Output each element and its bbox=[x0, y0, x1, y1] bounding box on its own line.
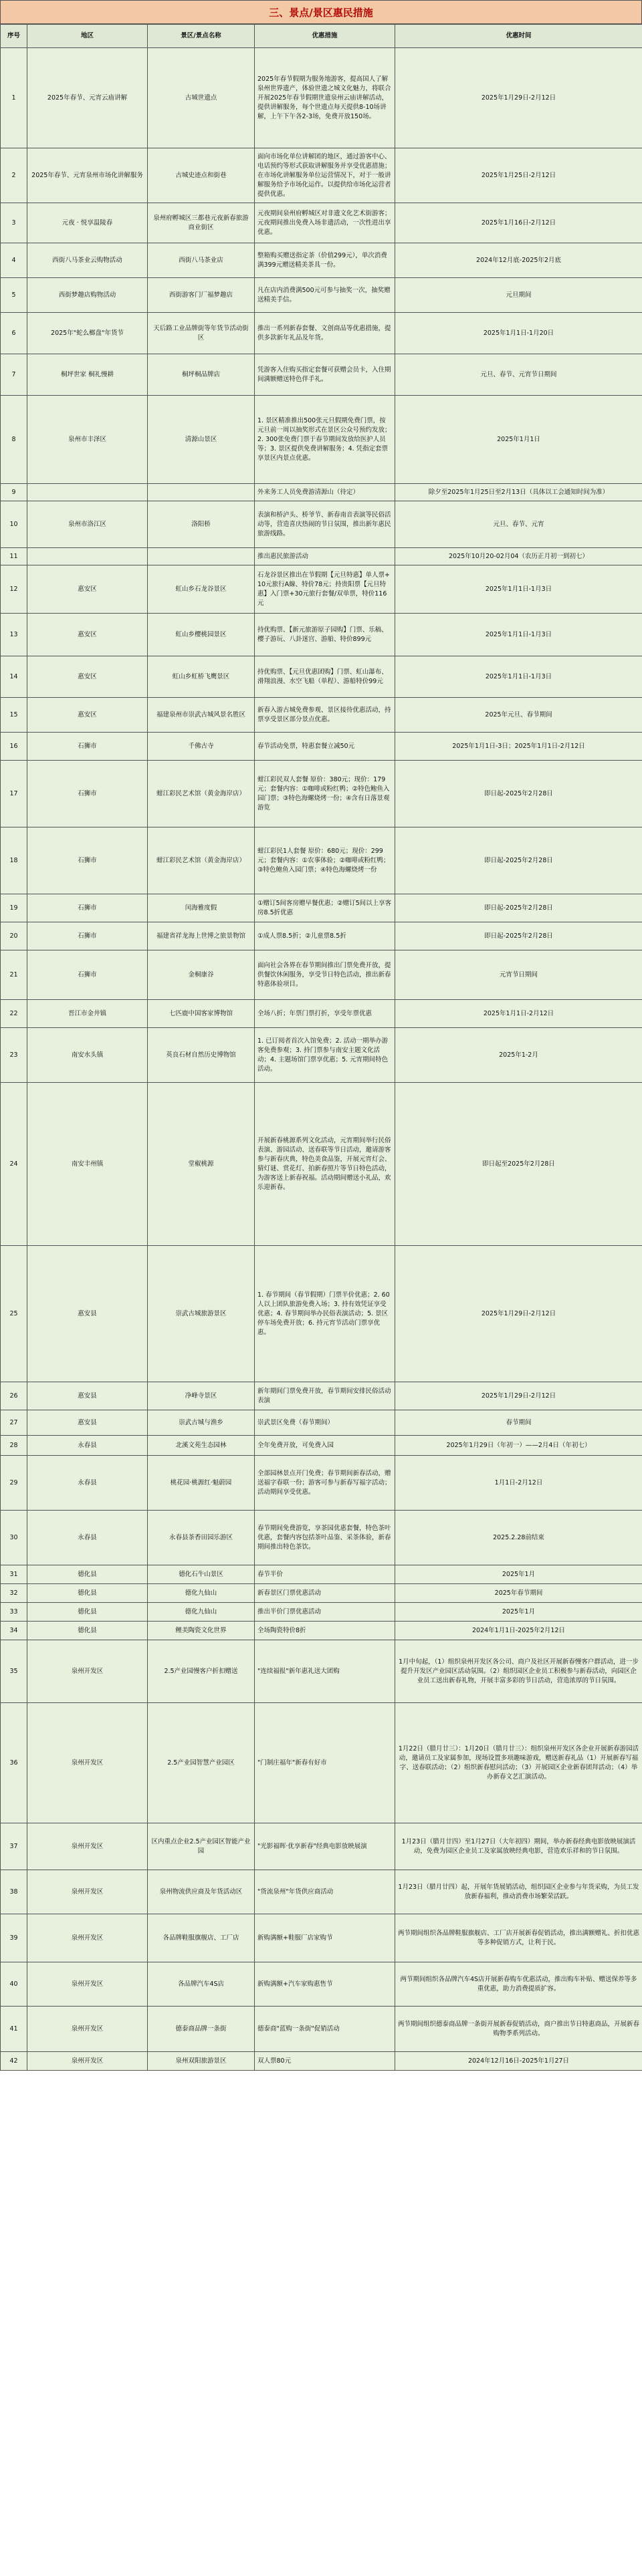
row-measure: 整箱购买赠送指定茶（价值299元），单次消费满399元赠送精美茶具一份。 bbox=[255, 243, 395, 278]
table-row bbox=[1, 148, 642, 203]
row-area: 德化县 bbox=[27, 1565, 148, 1584]
row-site-name bbox=[148, 548, 255, 565]
row-time: 2024年12月16日-2025年1月27日 bbox=[395, 2052, 642, 2071]
table-header-row bbox=[1, 25, 642, 48]
row-site-name: 福建省祥龙海上世博之旅景物馆 bbox=[148, 922, 255, 950]
row-site-name: 2.5产业园智慧产业园区 bbox=[148, 1703, 255, 1823]
row-time: 两节期间组织德泰商品牌一条街开展新春促销活动，商户推出节日特惠商品，开展新春购物季系列活动。 bbox=[395, 2007, 642, 2052]
row-time: 即日起-2025年2月28日 bbox=[395, 922, 642, 950]
row-measure: 凡在店内消费满500元可参与抽奖一次，抽奖赠送精美手信。 bbox=[255, 278, 395, 313]
row-site-name: 崇武古城旅游景区 bbox=[148, 1246, 255, 1382]
row-site-name: 堂椒桃源 bbox=[148, 1083, 255, 1246]
row-time: 2025年1月1日 bbox=[395, 396, 642, 484]
row-measure: 全年免费开放，可免费入园 bbox=[255, 1436, 395, 1456]
row-site-name: 蚶江彩民艺术馆（黄金海岸店） bbox=[148, 827, 255, 894]
page-title: 三、景点/景区惠民措施 bbox=[0, 0, 642, 24]
row-measure: 元夜期间泉州府孵城区对非遗文化艺术街游客；元夜期间推出免费入场非遗活动，一次性进出享优惠。 bbox=[255, 203, 395, 243]
row-time: 2025年1月29日-2月12日 bbox=[395, 1382, 642, 1410]
table-row bbox=[1, 1246, 642, 1382]
row-site-name: 千佛古寺 bbox=[148, 733, 255, 761]
row-area: 石狮市 bbox=[27, 950, 148, 1000]
row-site-name: 泉州物流供应商及年货活动区 bbox=[148, 1870, 255, 1914]
row-measure: 1. 景区精准推出500张元旦假期免费门票，按元旦前一周以抽奖形式在景区公众号预约发放；2. 300张免费门票于春节期间发放给医护人员等；3. 景区提供免费讲解服务；4. 凭指定套票享景区内景点优惠。 bbox=[255, 396, 395, 484]
row-time: 即日起至2025年2月28日 bbox=[395, 1083, 642, 1246]
row-area bbox=[27, 484, 148, 501]
row-number: 16 bbox=[1, 733, 27, 761]
row-measure: 开展新春桃源系列文化活动，元宵期间举行民俗表演、游园活动、送春联等节日活动，邀请游客参与新春庆典，特色美食品鉴，开展元宵灯会、猜灯谜、赏花灯、拍新春照片等节日特色活动，为游客送上新春祝福。活动期间赠送小礼品，欢乐迎新春。 bbox=[255, 1083, 395, 1246]
row-number: 25 bbox=[1, 1246, 27, 1382]
row-area: 泉州开发区 bbox=[27, 2007, 148, 2052]
row-area: 泉州开发区 bbox=[27, 1823, 148, 1870]
table-row bbox=[1, 396, 642, 484]
column-header-time: 优惠时间 bbox=[395, 25, 642, 48]
table-row bbox=[1, 614, 642, 656]
row-number: 1 bbox=[1, 48, 27, 148]
table-row bbox=[1, 950, 642, 1000]
row-time: 2024年1月1日-2025年2月12日 bbox=[395, 1622, 642, 1640]
row-site-name: 洛阳桥 bbox=[148, 501, 255, 548]
row-measure: 1. 已订阅者首次入馆免费；2. 活动一期举办游客免费参观；3. 持门票参与南安主题文化活动；4. 主题场馆门票享优惠；5. 元宵期间特色活动。 bbox=[255, 1028, 395, 1083]
row-area: 2025年春节、元宵泉州市场化讲解服务 bbox=[27, 148, 148, 203]
row-site-name: 金桐康谷 bbox=[148, 950, 255, 1000]
row-time: 即日起-2025年2月28日 bbox=[395, 761, 642, 827]
table-row bbox=[1, 48, 642, 148]
row-site-name: 七匹鹿中国客家博物馆 bbox=[148, 1000, 255, 1028]
row-measure: 表演和桥泸头、桥爷节、新春南音表演等民俗活动等，营造喜庆热闹的节日氛围，推出新年惠民旅游线路。 bbox=[255, 501, 395, 548]
row-time: 1月中旬起，（1）组织泉州开发区各公司、商户及社区开展新春慢客户群活动，进一步提升开发区产业园区活动氛围。（2）组织园区企业员工积极参与新春活动，向园区企业员工送出新春礼物，开展丰富多彩的节日活动，营造浓厚的节日氛围。 bbox=[395, 1640, 642, 1703]
row-number: 42 bbox=[1, 2052, 27, 2071]
table-row bbox=[1, 1410, 642, 1436]
row-area: 永春县 bbox=[27, 1456, 148, 1511]
table-body bbox=[1, 48, 642, 2071]
column-header-no: 序号 bbox=[1, 25, 27, 48]
row-number: 36 bbox=[1, 1703, 27, 1823]
column-header-measure: 优惠措施 bbox=[255, 25, 395, 48]
row-measure: 德泰商"蓝购一条街"促销活动 bbox=[255, 2007, 395, 2052]
table-row bbox=[1, 894, 642, 922]
row-number: 14 bbox=[1, 656, 27, 698]
row-number: 23 bbox=[1, 1028, 27, 1083]
row-area: 永春县 bbox=[27, 1436, 148, 1456]
table-row bbox=[1, 698, 642, 733]
row-number: 28 bbox=[1, 1436, 27, 1456]
row-site-name: 德化九仙山 bbox=[148, 1603, 255, 1622]
row-area: 泉州开发区 bbox=[27, 1640, 148, 1703]
table-row bbox=[1, 1565, 642, 1584]
row-time: 1月23日（腊月廿四）起，开展年货展销活动，组织园区企业参与年货采购，为员工发放新春福利，推动消费市场繁荣活跃。 bbox=[395, 1870, 642, 1914]
table-row bbox=[1, 501, 642, 548]
row-time: 2025年1月1日-1月20日 bbox=[395, 313, 642, 354]
row-number: 17 bbox=[1, 761, 27, 827]
row-site-name: 蚶江彩民艺术馆（黄金海岸店） bbox=[148, 761, 255, 827]
table-row bbox=[1, 1584, 642, 1603]
row-time: 1月1日-2月12日 bbox=[395, 1456, 642, 1511]
row-time: 元宵节日期间 bbox=[395, 950, 642, 1000]
row-area: 惠安县 bbox=[27, 1382, 148, 1410]
row-measure: 新购满额+汽车家购惠售节 bbox=[255, 1962, 395, 2007]
table-row bbox=[1, 203, 642, 243]
row-area: 元夜 · 悦享温陵春 bbox=[27, 203, 148, 243]
row-site-name: 桃花园·桃源红·魁蔚园 bbox=[148, 1456, 255, 1511]
row-time: 2025年1月29日-2月12日 bbox=[395, 1246, 642, 1382]
row-time: 2025年1月16日-2月12日 bbox=[395, 203, 642, 243]
table-row bbox=[1, 354, 642, 396]
row-site-name: 古城史迹点和街巷 bbox=[148, 148, 255, 203]
table-row bbox=[1, 656, 642, 698]
row-measure: 面向市场化单位讲解团的地区，通过游客中心、电话预约等形式获取讲解服务并享受优惠措施；在市场化讲解服务单位运营情况下，对于一般讲解服务给予市场化运作。以提供给市场化运营者提供优惠。 bbox=[255, 148, 395, 203]
table-row bbox=[1, 1603, 642, 1622]
row-area: 惠安县 bbox=[27, 1246, 148, 1382]
row-site-name: 古城世遗点 bbox=[148, 48, 255, 148]
row-measure: 新春入游古城免费参观、景区接待优惠活动，持票享受景区部分景点优惠。 bbox=[255, 698, 395, 733]
row-number: 34 bbox=[1, 1622, 27, 1640]
row-time: 元旦、春节、元宵 bbox=[395, 501, 642, 548]
row-site-name: 永春县茶香田园乐游区 bbox=[148, 1511, 255, 1565]
table-row bbox=[1, 2052, 642, 2071]
row-measure: 春节期间免费游览，享茶园优惠套餐，特色茶叶优惠，套餐内容包括茶叶品鉴、采茶体验，新春期间推出特色茶饮。 bbox=[255, 1511, 395, 1565]
row-number: 20 bbox=[1, 922, 27, 950]
row-measure: 凭游客入住购买指定套餐可获赠会员卡，入住期间满额赠送特色伴手礼。 bbox=[255, 354, 395, 396]
table-row bbox=[1, 1870, 642, 1914]
row-measure: 蚶江彩民1人套餐 原价：680元；现价：299元；套餐内容：①农事体验；②咖啡或粉红鸭；③特色鲍鱼入园门票；④特色海螺烧烤一份 bbox=[255, 827, 395, 894]
row-number: 30 bbox=[1, 1511, 27, 1565]
row-time: 2025年1月1日-1月3日 bbox=[395, 656, 642, 698]
row-number: 31 bbox=[1, 1565, 27, 1584]
row-time: 2025年1月 bbox=[395, 1603, 642, 1622]
row-measure: 推出半价门票优惠活动 bbox=[255, 1603, 395, 1622]
row-site-name: 2.5产业园慢客户折扣赠送 bbox=[148, 1640, 255, 1703]
row-number: 32 bbox=[1, 1584, 27, 1603]
table-row bbox=[1, 733, 642, 761]
row-area: 惠安县 bbox=[27, 1410, 148, 1436]
row-time: 2025年1月29日（年初一）——2月4日（年初七） bbox=[395, 1436, 642, 1456]
row-site-name bbox=[148, 484, 255, 501]
row-measure: 崇武景区免费（春节期间） bbox=[255, 1410, 395, 1436]
row-area: 2025年"蛇么榔盘"年货节 bbox=[27, 313, 148, 354]
row-area: 惠安区 bbox=[27, 614, 148, 656]
row-area: 泉州开发区 bbox=[27, 1962, 148, 2007]
row-time: 2025年1月1日-1月3日 bbox=[395, 565, 642, 614]
row-number: 10 bbox=[1, 501, 27, 548]
row-measure: "货流泉州"年货供应商活动 bbox=[255, 1870, 395, 1914]
row-number: 19 bbox=[1, 894, 27, 922]
row-number: 21 bbox=[1, 950, 27, 1000]
row-site-name: 北溪文苑生态园林 bbox=[148, 1436, 255, 1456]
row-number: 41 bbox=[1, 2007, 27, 2052]
row-area: 德化县 bbox=[27, 1584, 148, 1603]
row-time: 2025年1月1日-1月3日 bbox=[395, 614, 642, 656]
row-site-name: 西街游客门厂福梦趣店 bbox=[148, 278, 255, 313]
table-row bbox=[1, 1823, 642, 1870]
row-measure: ①成人票8.5折；②儿童票8.5折 bbox=[255, 922, 395, 950]
column-header-name: 景区/景点名称 bbox=[148, 25, 255, 48]
row-area: 永春县 bbox=[27, 1511, 148, 1565]
table-row bbox=[1, 1622, 642, 1640]
row-site-name: 虹山乡石龙谷景区 bbox=[148, 565, 255, 614]
row-time: 1月22日（腊月廿三）：1月20日（腊月廿三）：组织泉州开发区各企业开展新春游园活动，邀请员工及家属参加，现场设置多项趣味游戏，赠送新春礼品（1）开展新春写福字、送春联活动；（2）组织新春慰问活动；（3）开展园区企业新春团拜活动；（4）举办新春文艺汇演活动。 bbox=[395, 1703, 642, 1823]
row-time: 2025年10月20-02月04（农历正月初一到初七） bbox=[395, 548, 642, 565]
row-measure: "门制庄福年"新春有好市 bbox=[255, 1703, 395, 1823]
table-row bbox=[1, 313, 642, 354]
row-measure: 春节半价 bbox=[255, 1565, 395, 1584]
row-measure: 春节活动免票，特惠套餐立减50元 bbox=[255, 733, 395, 761]
row-number: 12 bbox=[1, 565, 27, 614]
row-measure: 推出惠民旅游活动 bbox=[255, 548, 395, 565]
row-area: 惠安区 bbox=[27, 565, 148, 614]
row-area: 惠安区 bbox=[27, 698, 148, 733]
row-measure: 全部园林景点开门免费；春节期间新春活动，赠送福字春联一份；游客可参与新春写福字活动；活动期间享受优惠。 bbox=[255, 1456, 395, 1511]
table-row bbox=[1, 1000, 642, 1028]
row-measure: 石龙谷景区推出在节假期【元旦特惠】单人票+10元旅行A線、特价78元；持贵阳票【元旦特惠】入门票+30元旅行套餐/双单票，特价116元 bbox=[255, 565, 395, 614]
row-area: 泉州开发区 bbox=[27, 1914, 148, 1962]
table-row bbox=[1, 1962, 642, 2007]
row-site-name: 闰海雅度假 bbox=[148, 894, 255, 922]
row-measure: 推出一系列新春套餐、文创商品等优惠措施，提供多款新年礼品及年货。 bbox=[255, 313, 395, 354]
row-time: 两节期间组织各品牌鞋服旗舰店、工厂店开展新春促销活动，推出满额赠礼、折扣优惠等多种促销方式，让利于民。 bbox=[395, 1914, 642, 1962]
table-row bbox=[1, 1703, 642, 1823]
table-row bbox=[1, 1511, 642, 1565]
row-time: 2025年1月1日-2月12日 bbox=[395, 1000, 642, 1028]
row-time: 2025年1月 bbox=[395, 1565, 642, 1584]
row-area: 南安水头镇 bbox=[27, 1028, 148, 1083]
row-time: 2025年1月25日-2月12日 bbox=[395, 148, 642, 203]
row-site-name: 英良石材自然历史博物馆 bbox=[148, 1028, 255, 1083]
row-measure: 持优购票、【元旦优惠团购】门票、虹山瀑布、滑翔浪漫、水空飞船（单程）、游船特价99元 bbox=[255, 656, 395, 698]
row-measure: 双人票80元 bbox=[255, 2052, 395, 2071]
row-area: 泉州开发区 bbox=[27, 1870, 148, 1914]
row-measure: "连续福报"新年惠礼送大团购 bbox=[255, 1640, 395, 1703]
row-area: 石狮市 bbox=[27, 922, 148, 950]
table-row bbox=[1, 761, 642, 827]
row-time: 即日起-2025年2月28日 bbox=[395, 827, 642, 894]
row-number: 7 bbox=[1, 354, 27, 396]
row-number: 40 bbox=[1, 1962, 27, 2007]
row-time: 2025年春节期间 bbox=[395, 1584, 642, 1603]
table-row bbox=[1, 1914, 642, 1962]
row-area: 泉州开发区 bbox=[27, 1703, 148, 1823]
row-measure: 蚶江彩民双人套餐 原价：380元；现价：179元；套餐内容：①咖啡或粉红鸭；②特色鲍鱼入园门票；③特色海螺烧烤一份；④含有日落景观游览 bbox=[255, 761, 395, 827]
row-time: 2025.2.28前结束 bbox=[395, 1511, 642, 1565]
row-site-name: 崇武古城与渔乡 bbox=[148, 1410, 255, 1436]
row-number: 24 bbox=[1, 1083, 27, 1246]
row-area: 泉州开发区 bbox=[27, 2052, 148, 2071]
row-area: 惠安区 bbox=[27, 656, 148, 698]
row-area: 石狮市 bbox=[27, 733, 148, 761]
row-area: 石狮市 bbox=[27, 827, 148, 894]
row-number: 27 bbox=[1, 1410, 27, 1436]
table-row bbox=[1, 548, 642, 565]
row-number: 26 bbox=[1, 1382, 27, 1410]
row-area: 桐坪世家 桐礼慢耕 bbox=[27, 354, 148, 396]
row-number: 15 bbox=[1, 698, 27, 733]
row-site-name: 泉州府孵城区三都巷元夜新春旅游商业街区 bbox=[148, 203, 255, 243]
row-number: 18 bbox=[1, 827, 27, 894]
row-time: 1月23日（腊月廿四）至1月27日（大年初四）期间，举办新春经典电影放映展演活动，免费为园区企业员工及家属放映经典电影，营造欢乐祥和的节日氛围。 bbox=[395, 1823, 642, 1870]
row-time: 两节期间组织各品牌汽车4S店开展新春购车优惠活动，推出购车补贴、赠送保养等多重优惠，助力消费提质扩容。 bbox=[395, 1962, 642, 2007]
row-site-name: 德化石牛山景区 bbox=[148, 1565, 255, 1584]
row-site-name: 德化九仙山 bbox=[148, 1584, 255, 1603]
row-area: 西街八马茶业云购物活动 bbox=[27, 243, 148, 278]
row-time: 元旦期间 bbox=[395, 278, 642, 313]
row-area: 晋江市金井镇 bbox=[27, 1000, 148, 1028]
row-area: 泉州市洛江区 bbox=[27, 501, 148, 548]
row-number: 8 bbox=[1, 396, 27, 484]
row-number: 4 bbox=[1, 243, 27, 278]
row-measure: 2025年春节假期为服务地游客，提高国人了解泉州世界遗产，体验世遗之城文化魅力，将联合开展2025年春节假期世遗泉州云庙讲解活动，提供讲解服务，每个世遗点每天提供8-10场讲解，上午下午各2-3场，免费开放150场。 bbox=[255, 48, 395, 148]
row-measure: 外来务工人员免费游清源山（待定） bbox=[255, 484, 395, 501]
row-measure: 持优购票、【新元旅游原子园购】门票、乐稿、樱子游玩、八卦迷宫、游船、特价899元 bbox=[255, 614, 395, 656]
row-site-name: 虹山乡樱桃园景区 bbox=[148, 614, 255, 656]
row-measure: 全场八折；年票门票打折，享受年票优惠 bbox=[255, 1000, 395, 1028]
row-site-name: 净峰寺景区 bbox=[148, 1382, 255, 1410]
table-row bbox=[1, 1083, 642, 1246]
row-measure: "光影福晖·优享新春"经典电影放映展演 bbox=[255, 1823, 395, 1870]
table-row bbox=[1, 484, 642, 501]
table-row bbox=[1, 243, 642, 278]
row-site-name: 泉州双阳旅游景区 bbox=[148, 2052, 255, 2071]
row-time: 元旦、春节、元宵节日期间 bbox=[395, 354, 642, 396]
table-row bbox=[1, 827, 642, 894]
row-time: 春节期间 bbox=[395, 1410, 642, 1436]
row-time: 2025年1-2月 bbox=[395, 1028, 642, 1083]
row-area: 西街梦趣店购物活动 bbox=[27, 278, 148, 313]
row-area: 2025年春节、元宵云庙讲解 bbox=[27, 48, 148, 148]
row-site-name: 桐坪桐品牌店 bbox=[148, 354, 255, 396]
row-time: 2024年12月底-2025年2月底 bbox=[395, 243, 642, 278]
row-area: 德化县 bbox=[27, 1622, 148, 1640]
row-site-name: 区内重点企业2.5产业园区智能产业园 bbox=[148, 1823, 255, 1870]
row-time: 2025年1月29日-2月12日 bbox=[395, 48, 642, 148]
table-row bbox=[1, 1640, 642, 1703]
row-site-name: 福建泉州市崇武古城风景名胜区 bbox=[148, 698, 255, 733]
row-site-name: 天后路工业品牌街等年货节活动街区 bbox=[148, 313, 255, 354]
row-number: 11 bbox=[1, 548, 27, 565]
row-number: 38 bbox=[1, 1870, 27, 1914]
row-measure: 全场陶瓷特价8折 bbox=[255, 1622, 395, 1640]
table-row bbox=[1, 1436, 642, 1456]
row-measure: 新购满额+鞋服厂店家购节 bbox=[255, 1914, 395, 1962]
row-measure: 新年期间门票免费开放，春节期间安排民俗活动表演 bbox=[255, 1382, 395, 1410]
row-time: 除夕至2025年1月25日至2月13日（具体以工会通知时间为准） bbox=[395, 484, 642, 501]
row-number: 3 bbox=[1, 203, 27, 243]
row-measure: 面向社会各界在春节期间推出门票免费开放，提供餐饮休闲服务，享受节日特色活动，推出新春特惠体验项目。 bbox=[255, 950, 395, 1000]
row-area: 德化县 bbox=[27, 1603, 148, 1622]
measures-table bbox=[0, 24, 642, 2071]
row-time: 2025年元旦、春节期间 bbox=[395, 698, 642, 733]
row-area: 南安丰州镇 bbox=[27, 1083, 148, 1246]
table-row bbox=[1, 1456, 642, 1511]
row-measure: 1. 春节期间（春节假期）门票半价优惠；2. 60人以上团队旅游免费入场；3. 持有效凭证享受优惠；4. 春节期间举办民俗表演活动；5. 景区停车场免费开放；6. 持元宵节活动门票享优惠。 bbox=[255, 1246, 395, 1382]
row-area: 石狮市 bbox=[27, 894, 148, 922]
table-row bbox=[1, 565, 642, 614]
row-area: 泉州市丰泽区 bbox=[27, 396, 148, 484]
row-time: 即日起-2025年2月28日 bbox=[395, 894, 642, 922]
row-number: 9 bbox=[1, 484, 27, 501]
row-area: 石狮市 bbox=[27, 761, 148, 827]
row-number: 22 bbox=[1, 1000, 27, 1028]
row-number: 5 bbox=[1, 278, 27, 313]
table-row bbox=[1, 1028, 642, 1083]
row-site-name: 虹山乡虹桥飞鹰景区 bbox=[148, 656, 255, 698]
row-site-name: 鲤美陶瓷文化世界 bbox=[148, 1622, 255, 1640]
row-site-name: 各品牌鞋服旗舰店、工厂店 bbox=[148, 1914, 255, 1962]
row-measure: 新春景区门票优惠活动 bbox=[255, 1584, 395, 1603]
row-time: 2025年1月1日-3日；2025年1月1日-2月12日 bbox=[395, 733, 642, 761]
row-number: 6 bbox=[1, 313, 27, 354]
row-site-name: 清源山景区 bbox=[148, 396, 255, 484]
column-header-area: 地区 bbox=[27, 25, 148, 48]
row-site-name: 西街八马茶业店 bbox=[148, 243, 255, 278]
table-row bbox=[1, 278, 642, 313]
row-number: 33 bbox=[1, 1603, 27, 1622]
row-number: 37 bbox=[1, 1823, 27, 1870]
row-measure: ①赠订5间客房赠早餐优惠；②赠订5间以上享客房8.5折优惠 bbox=[255, 894, 395, 922]
table-row bbox=[1, 2007, 642, 2052]
row-area bbox=[27, 548, 148, 565]
row-number: 35 bbox=[1, 1640, 27, 1703]
row-site-name: 德泰商品牌一条街 bbox=[148, 2007, 255, 2052]
row-number: 13 bbox=[1, 614, 27, 656]
row-number: 39 bbox=[1, 1914, 27, 1962]
row-number: 29 bbox=[1, 1456, 27, 1511]
table-row bbox=[1, 922, 642, 950]
row-number: 2 bbox=[1, 148, 27, 203]
table-row bbox=[1, 1382, 642, 1410]
row-site-name: 各品牌汽车4S店 bbox=[148, 1962, 255, 2007]
